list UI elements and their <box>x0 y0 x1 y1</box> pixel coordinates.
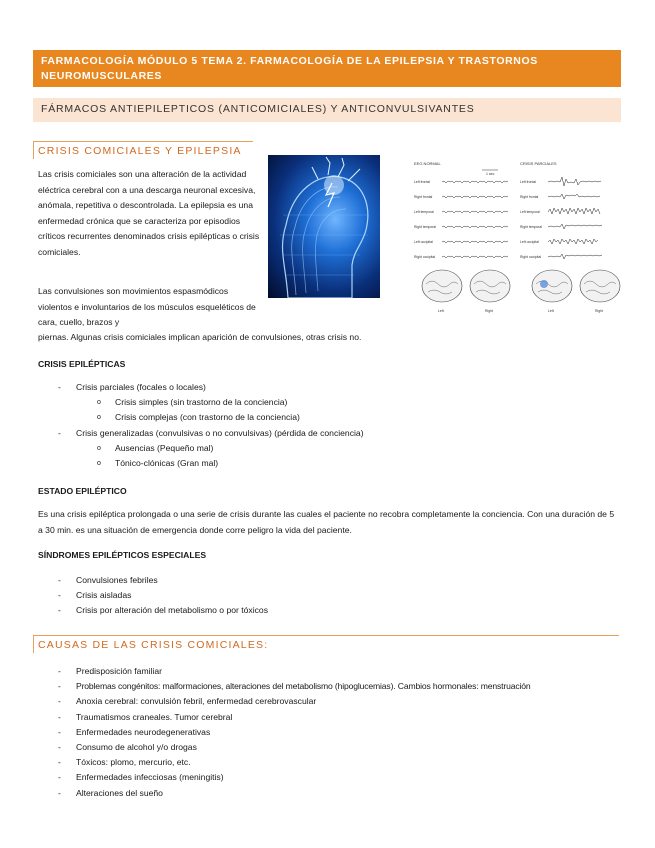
list-item-text: Predisposición familiar <box>76 666 162 676</box>
eeg-channel-label: Right frontal <box>414 195 433 199</box>
module-title-banner <box>33 50 621 87</box>
list-item-text: Tónico-clónicas (Gran mal) <box>115 458 219 469</box>
brain-label: Left <box>548 309 554 313</box>
dash-marker: - <box>58 757 61 768</box>
dash-marker: - <box>58 428 61 438</box>
section-heading-causas: CAUSAS DE LAS CRISIS COMICIALES: <box>33 635 619 653</box>
list-item <box>97 441 218 456</box>
eeg-scale-label: 1 sec <box>486 172 495 176</box>
brain-label: Right <box>595 309 603 313</box>
list-item <box>97 456 219 471</box>
dash-marker: - <box>58 605 61 616</box>
estado-epileptico-text: Es una crisis epiléptica prolongada o una serie de crisis durante las cuales el paciente no recobra completamente la conciencia. Con una duración de 5 a 30 min. es una situación de emergencia donde corre peligro la vida del paciente. <box>38 509 615 535</box>
dash-marker: - <box>58 575 61 585</box>
eeg-channel-label: Right frontal <box>520 195 539 199</box>
eeg-channel-label: Right occipital <box>520 255 542 259</box>
eeg-channel-labels-left <box>414 180 436 259</box>
sindromes-heading: SÍNDROMES EPILÉPTICOS ESPECIALES <box>38 550 207 560</box>
dash-marker: - <box>58 787 61 798</box>
list-item <box>58 573 268 588</box>
list-item <box>58 710 531 725</box>
list-item <box>58 786 531 801</box>
circle-marker: o <box>97 414 101 422</box>
eeg-channel-label: Left temporal <box>414 210 434 214</box>
circle-marker: o <box>97 460 101 468</box>
list-item-text: Crisis por alteración del metabolismo o por tóxicos <box>76 605 269 616</box>
crisis-epilepticas-heading: CRISIS EPILÉPTICAS <box>38 359 126 369</box>
eeg-channel-label: Left occipital <box>414 240 433 244</box>
eeg-channel-label: Right temporal <box>414 225 437 229</box>
list-item-text: Convulsiones febriles <box>76 575 158 585</box>
list-item-text: Ausencias (Pequeño mal) <box>115 443 214 453</box>
list-item-text: Anoxia cerebral: convulsión febril, enfermedad cerebrovascular <box>76 696 317 707</box>
dash-marker: - <box>58 666 61 676</box>
crisis-types-list-2 <box>58 426 364 441</box>
eeg-normal-traces <box>442 181 508 258</box>
dash-marker: - <box>58 681 61 692</box>
module-title: FARMACOLOGÍA MÓDULO 5 TEMA 2. FARMACOLOGÍA DE LA EPILEPSIA Y TRASTORNOS NEUROMUSCULARES <box>41 55 538 82</box>
brain-label: Right <box>485 309 493 313</box>
dash-marker: - <box>58 772 61 783</box>
estado-epileptico-heading: ESTADO EPILÉPTICO <box>38 486 127 496</box>
topic-subtitle: FÁRMACOS ANTIEPILEPTICOS (ANTICOMICIALES) Y ANTICONVULSIVANTES <box>41 103 475 115</box>
list-item-text: Crisis generalizadas (convulsivas o no convulsivas) (pérdida de conciencia) <box>76 428 364 438</box>
eeg-figure-svg <box>412 158 624 316</box>
dash-marker: - <box>58 590 61 601</box>
eeg-brain-labels <box>438 309 603 313</box>
list-item-text: Enfermedades infecciosas (meningitis) <box>76 772 224 783</box>
list-item-text: Crisis parciales (focales o locales) <box>76 382 206 392</box>
list-item-text: Alteraciones del sueño <box>76 787 163 798</box>
dash-marker: - <box>58 742 61 753</box>
list-item <box>58 603 269 618</box>
eeg-channel-label: Left temporal <box>520 210 540 214</box>
eeg-partial-seizure-traces <box>548 177 602 259</box>
list-item-text: Problemas congénitos: malformaciones, alteraciones del metabolismo (hipoglucemias). Cambios hormonales: menstruación <box>76 681 531 692</box>
list-item <box>58 679 531 694</box>
list-item-text: Crisis simples (sin trastorno de la conciencia) <box>115 397 288 407</box>
list-item <box>58 755 531 770</box>
list-item <box>97 410 300 425</box>
eeg-channel-label: Left frontal <box>520 180 537 184</box>
list-item-text: Crisis aisladas <box>76 590 132 601</box>
eeg-channel-label: Left frontal <box>414 180 431 184</box>
brain-illustration-svg <box>268 155 380 298</box>
eeg-left-title: EEG NORMAL <box>414 161 441 166</box>
list-item <box>58 426 364 441</box>
eeg-channel-label: Right occipital <box>414 255 436 259</box>
list-item-text: Tóxicos: plomo, mercurio, etc. <box>76 757 191 768</box>
list-item-text: Consumo de alcohol y/o drogas <box>76 742 197 753</box>
sindromes-list <box>58 573 269 619</box>
eeg-channel-label: Left occipital <box>520 240 539 244</box>
crisis-types-list <box>58 380 206 395</box>
list-item-text: Enfermedades neurodegenerativas <box>76 726 211 737</box>
intro-paragraph: Las crisis comiciales son una alteración de la actividad eléctrica cerebral con a una descarga neuronal excesiva, anómala, repetitiva o descontrolada. La epilepsia es una enfermedad crónica que se caracteriza por episodios críticos recurrentes denominados crisis epilépticas o crisis comiciales. <box>38 169 260 257</box>
list-item-text: Traumatismos craneales. Tumor cerebral <box>76 711 233 722</box>
list-item <box>58 380 206 395</box>
topic-subtitle-banner <box>33 98 621 122</box>
eeg-channel-label: Right temporal <box>520 225 543 229</box>
brain-illustration <box>268 155 380 298</box>
list-item <box>58 740 531 755</box>
dash-marker: - <box>58 711 61 722</box>
list-item <box>58 725 531 740</box>
dash-marker: - <box>58 726 61 737</box>
eeg-comparison-figure <box>412 158 624 316</box>
list-item <box>58 664 531 679</box>
eeg-brain-diagrams <box>422 270 620 302</box>
list-item <box>58 588 268 603</box>
list-item <box>58 770 531 785</box>
dash-marker: - <box>58 382 61 392</box>
convulsions-paragraph-cont: piernas. Algunas crisis comiciales implican aparición de convulsiones, otras crisis no. <box>38 332 362 342</box>
brain-label: Left <box>438 309 444 313</box>
causas-list <box>58 664 531 801</box>
list-item <box>58 694 531 709</box>
convulsions-paragraph: Las convulsiones son movimientos espasmódicos violentos e involuntarios de los músculos esqueléticos de cara, cuello, brazos y <box>38 286 256 327</box>
dash-marker: - <box>58 696 61 707</box>
circle-marker: o <box>97 445 101 452</box>
section-heading-crisis: CRISIS COMICIALES Y EPILEPSIA <box>33 141 253 159</box>
list-item-text: Crisis complejas (con trastorno de la conciencia) <box>115 412 300 423</box>
partial-crisis-sublist <box>97 395 300 425</box>
eeg-right-title: CRISIS PARCIALES <box>520 161 557 166</box>
circle-marker: o <box>97 399 101 406</box>
generalized-crisis-sublist <box>97 441 219 471</box>
list-item <box>97 395 300 410</box>
eeg-channel-labels-right <box>520 180 542 259</box>
